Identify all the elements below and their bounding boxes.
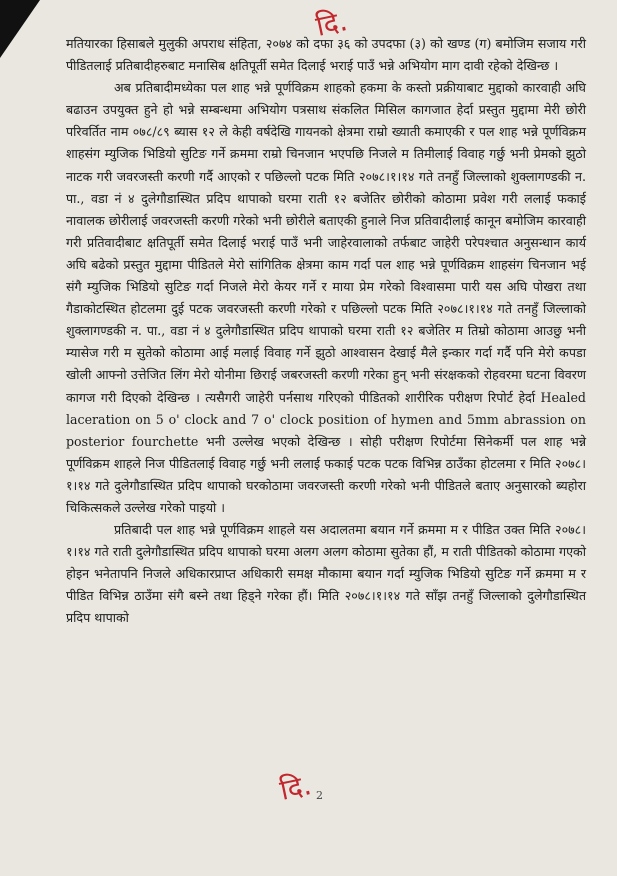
paragraph-2: अब प्रतिबादीमध्येका पल शाह भन्ने पूर्णविक्रम शाहको हकमा के कस्तो प्रक्रीयाबाट मुद्दाको कारवाही अघि बढाउन उपयुक्त हुने हो भन्ने सम्बन्धमा अभियोग पत्रसाथ संकलित मिसिल कागजात हेर्दा प्रस्तुत मुद्दामा मेरी छोरी परिवर्तित नाम ०७८/८९ ब्यास १२ ले केही वर्षदेखि गायनको क्षेत्रमा राम्रो ख्याती कमाएकी र पल शाह भन्ने पूर्णविक्रम शाहसंग म्युजिक भिडियो सुटिङ गर्ने क्रममा राम्रो चिनजान भएपछि निजले म तिमीलाई विवाह गर्छु भनी प्रेमको झुठो नाटक गरी जवरजस्ती करणी गर्दै आएको र पछिल्लो पटक मिति २०७८।१।१४ गते तनहुँ जिल्लाको शुक्लागण्डकी न. पा., वडा नं ४ दुलेगौडास्थित प्रदिप थापाको घरमा राती १२ बजेतिर छोरीको कोठामा प्रवेश गरी ललाई फकाई नावालक छोरीलाई जवरजस्ती करणी गरेको भनी छोरीले बताएकी हुनाले निज प्रतिवादीलाई कानून बमोजिम कारवाही गरी प्रतिवादीबाट क्षतिपूर्ती समेत दिलाई भराई पाउँ भनी जाहेरवालाको तर्फबाट जाहेरी परेपश्चात अनुसन्धान कार्य अघि बढेको प्रस्तुत मुद्दामा पीडितले मेरो सांगितिक क्षेत्रमा काम गर्दा पल शाह भन्ने पूर्णविक्रम शाहसंग चिनजान भई संगै म्युजिक भिडियो सुटिङ गर्दा निजले मेरो केयर गर्ने र माया प्रेम गरेको विश्वासमा पारी यस अघि पोखरा तथा गैडाकोटस्थित होटलमा दुई पटक जवरजस्ती करणी गरेको र पछिल्लो पटक मिति २०७८।१।१४ गते तनहुँ जिल्लाको शुक्लागण्डकी न. पा., वडा नं ४ दुलेगौडास्थित प्रदिप थापाको घरमा राती १२ बजेतिर म तिम्रो कोठामा आउछु भनी म्यासेज गरी म सुतेको कोठामा आई मलाई विवाह गर्ने झुठो आश्वासन देखाई मैले इन्कार गर्दा गर्दै पनि मेरो कपडा खोली आफ्नो उत्तेजित लिंग मेरो योनीमा छिराई जबरजस्ती करणी गरेका हुन् भनी संरक्षकको रोहवरमा घटना विवरण कागज गरी दिएको देखिन्छ । त्यसैगरी जाहेरी पर्नसाथ गरिएको पीडितको शारीरिक परीक्षण रिपोर्ट हेर्दा Healed laceration on 5 o' clock and 7 o' clock position of hymen and 5mm abrassion on posterior fourchette भनी उल्लेख भएको देखिन्छ । सोही परीक्षण रिपोर्टमा सिनेकर्मी पल शाह भन्ने पूर्णविक्रम शाहले निज पीडितलाई विवाह गर्छु भनी ललाई फकाई पटक पटक विभिन्न ठाउँका होटलमा र मिति २०७८।१।१४ गते दुलेगौडास्थित प्रदिप थापाको घरकोठामा जवरजस्ती करणी गरेको भनी पीडितले बताए अनुसारको ब्यहोरा चिकित्सकले उल्लेख गरेको पाइयो । — [66, 80, 586, 515]
initial-mark-bottom: दि. — [277, 768, 315, 807]
paragraph-1: मतियारका हिसाबले मुलुकी अपराध संहिता, २०७४ को दफा ३६ को उपदफा (३) को खण्ड (ग) बमोजिम सजाय गरी पीडितलाई प्रतिबादीहरुबाट मनासिब क्षतिपूर्ती समेत दिलाई भराई पाउँ भन्ने अभियोग माग दावी रहेको देखिन्छ । — [66, 36, 586, 74]
scan-corner-shadow — [0, 0, 40, 58]
page-number: 2 — [316, 789, 323, 802]
initial-mark-top: दि. — [313, 4, 351, 43]
document-body — [66, 33, 586, 630]
paragraph-3: प्रतिबादी पल शाह भन्ने पूर्णविक्रम शाहले यस अदालतमा बयान गर्ने क्रममा म र पीडित उक्त मिति २०७८।१।१४ गते राती दुलेगौडास्थित प्रदिप थापाको घरमा अलग अलग कोठामा सुतेका हौं, म राती पीडितको कोठामा गएको होइन भनेतापनि निजले अधिकारप्राप्त अधिकारी समक्ष मौकामा बयान गर्दा म्युजिक भिडियो सुटिङ गर्ने क्रममा म र पीडित विभिन्न ठाउँमा संगै बस्ने तथा हिड्ने गरेका हौं। मिति २०७८।१।१४ गते साँझ तनहुँ जिल्लाको दुलेगौडास्थित प्रदिप थापाको — [66, 522, 586, 626]
